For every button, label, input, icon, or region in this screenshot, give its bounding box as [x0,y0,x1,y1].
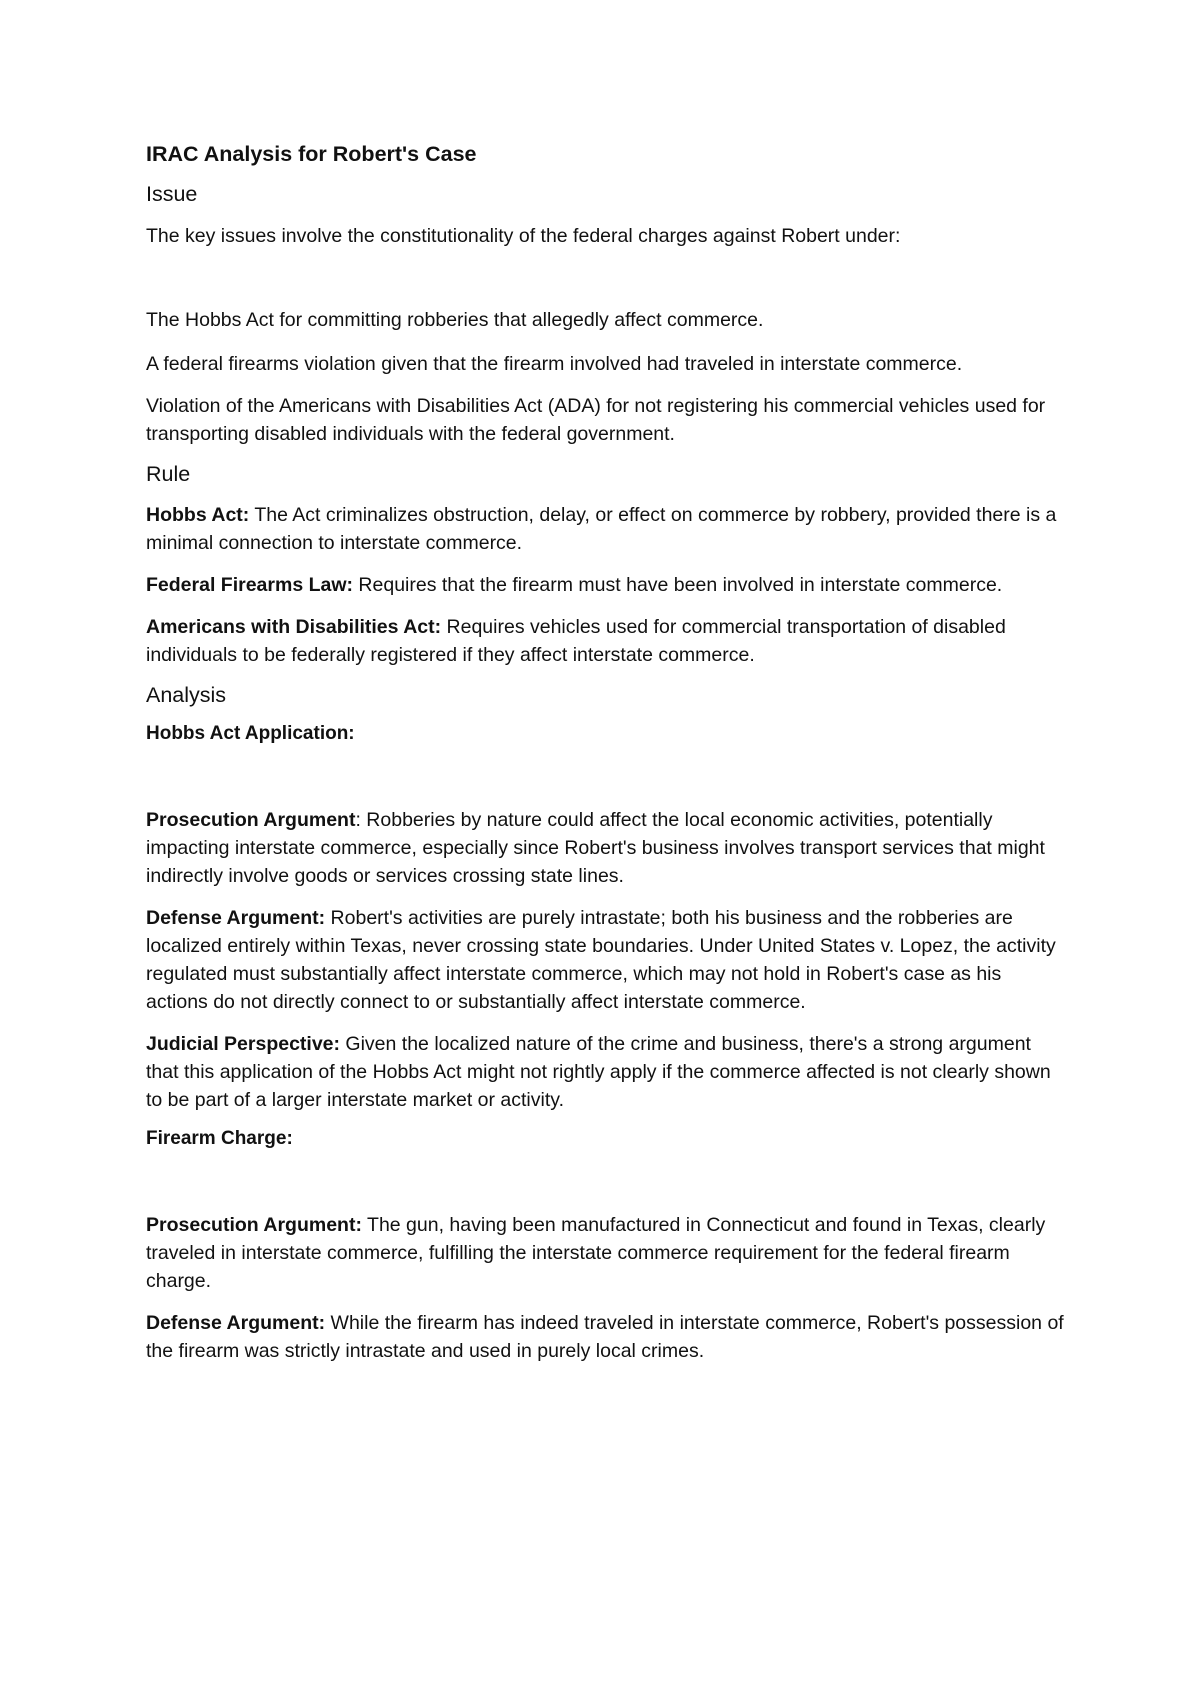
rule-item [146,501,1066,557]
argument-text: While the firearm has indeed traveled in interstate commerce, Robert's possession of the firearm was strictly intrastate and used in purely local crimes. [146,1311,1064,1362]
rule-text: Requires that the firearm must have been involved in interstate commerce. [353,574,1003,597]
rule-item [146,613,1066,669]
hobbs-application-heading: Hobbs Act Application: [146,723,355,745]
hobbs-argument [146,1030,1066,1114]
rule-text: The Act criminalizes obstruction, delay, or effect on commerce by robbery, provided there is a minimal connection to interstate commerce. [146,504,1057,555]
argument-label: Judicial Perspective: [146,1032,341,1055]
rule-text: Requires vehicles used for commercial transportation of disabled individuals to be federally registered if they affect interstate commerce. [146,616,1006,667]
firearm-argument [146,1211,1066,1295]
issue-item: Violation of the Americans with Disabilities Act (ADA) for not registering his commercial vehicles used for transporting disabled individuals with the federal government. [146,394,1046,445]
rule-label: Federal Firearms Law: [146,574,353,597]
document-title: IRAC Analysis for Robert's Case [146,142,477,166]
rule-heading: Rule [146,461,191,486]
rule-label: Hobbs Act: [146,504,250,527]
firearm-charge-heading: Firearm Charge: [146,1127,293,1149]
hobbs-argument [146,904,1066,1016]
rule-item [146,571,1066,599]
argument-text: Given the localized nature of the crime and business, there's a strong argument that this application of the Hobbs Act might not rightly apply if the commerce affected is not clearly shown to be part of a larger interstate market or activity. [146,1032,1051,1111]
analysis-heading: Analysis [146,683,227,708]
issue-intro: The key issues involve the constitutionality of the federal charges against Robert under: [146,224,901,247]
argument-label: Prosecution Argument [146,808,356,831]
argument-text: Robert's activities are purely intrastate; both his business and the robberies are localized entirely within Texas, never crossing state boundaries. Under United States v. Lopez, the activity regulated must substantially affect interstate commerce, which may not hold in Robert's case as his actions do not directly connect to or substantially affect interstate commerce. [146,906,1056,1013]
issue-heading: Issue [146,181,198,206]
argument-label: Defense Argument: [146,906,326,929]
firearm-argument [146,1309,1066,1365]
hobbs-argument [146,806,1066,890]
issue-item: A federal firearms violation given that the firearm involved had traveled in interstate commerce. [146,352,963,375]
argument-text: The gun, having been manufactured in Connecticut and found in Texas, clearly traveled in interstate commerce, fulfilling the interstate commerce requirement for the federal firearm charge. [146,1213,1046,1292]
rule-label: Americans with Disabilities Act: [146,616,442,639]
argument-label: Prosecution Argument: [146,1213,362,1236]
argument-label: Defense Argument: [146,1311,326,1334]
issue-item: The Hobbs Act for committing robberies that allegedly affect commerce. [146,308,764,331]
argument-text: : Robberies by nature could affect the local economic activities, potentially impacting interstate commerce, especially since Robert's business involves transport services that might indirectly involve goods or services crossing state lines. [146,808,1045,887]
document-page [146,142,1066,1365]
